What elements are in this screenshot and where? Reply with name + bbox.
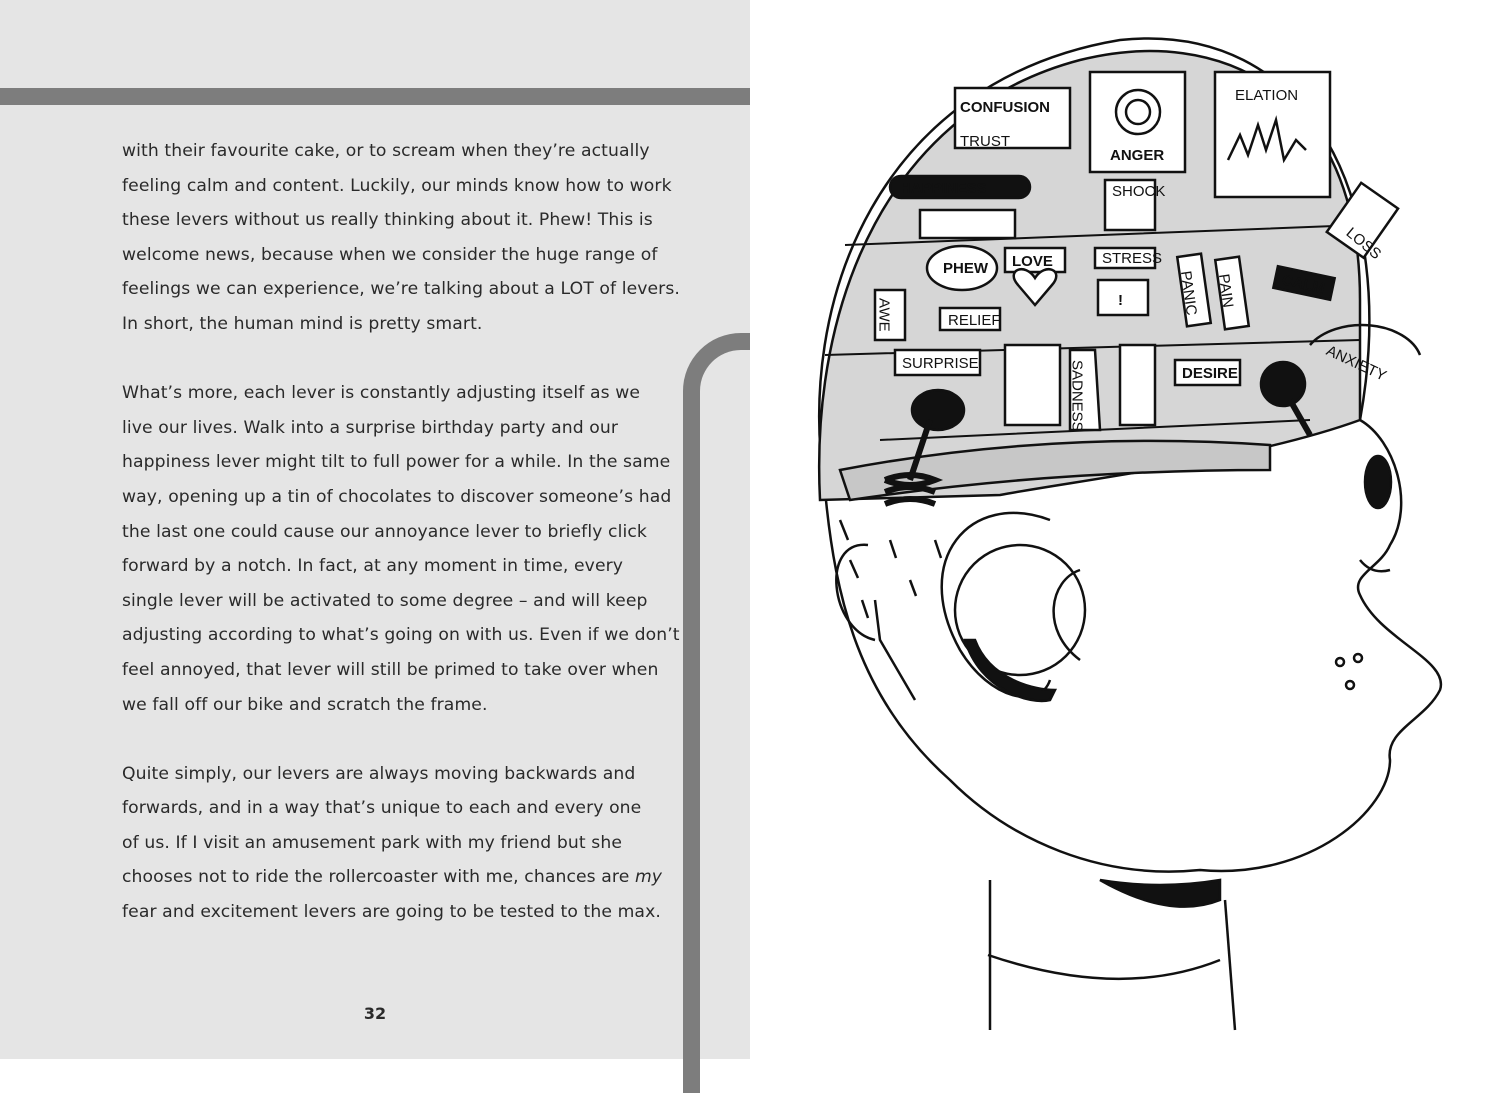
text-line (122, 860, 663, 895)
text-line: happiness lever might tilt to full power for a while. In the same (122, 452, 671, 473)
text-line: feel annoyed, that lever will still be primed to take over when (122, 659, 659, 680)
left-page (0, 0, 750, 1059)
neck-line (1225, 900, 1235, 1030)
page-number: 32 (363, 1004, 387, 1023)
label-stress: STRESS (1102, 250, 1163, 267)
eye (1365, 456, 1391, 508)
collar-shadow (1100, 880, 1220, 907)
emphasis-word: my (634, 867, 663, 888)
freckle (1336, 658, 1344, 666)
label-sadness: SADNESS (1068, 360, 1086, 432)
collar-line (988, 955, 1220, 979)
label-trust: TRUST (960, 133, 1010, 150)
text-line: fear and excitement levers are going to be tested to the max. (122, 902, 661, 923)
freckle (1354, 654, 1362, 662)
text-line: single lever will be activated to some degree – and will keep (122, 590, 648, 611)
label-calm: CALM (1280, 271, 1327, 298)
joystick-knob (912, 390, 964, 430)
text-line: forward by a notch. In fact, at any moment in time, every (122, 556, 624, 577)
text-line: way, opening up a tin of chocolates to discover someone’s had (122, 486, 672, 507)
label-anxiety: ANXIETY (1323, 342, 1389, 385)
label-shock: SHOCK (1112, 183, 1166, 200)
label-happiness: HAPPINESS (900, 180, 987, 197)
text-line: the last one could cause our annoyance lever to briefly click (122, 521, 647, 542)
text-line: feelings we can experience, we’re talking about a LOT of levers. (122, 279, 680, 300)
alert-box (1098, 280, 1148, 315)
text-line: these levers without us really thinking about it. Phew! This is (122, 210, 653, 231)
text-line: welcome news, because when we consider the huge range of (122, 244, 658, 265)
label-awe: AWE (875, 298, 893, 332)
label-relief: RELIEF (948, 312, 1001, 329)
text-line: adjusting according to what’s going on with us. Even if we don’t (122, 625, 680, 646)
label-phew: PHEW (943, 260, 988, 277)
text-line: forwards, and in a way that’s unique to each and every one (122, 798, 642, 819)
text-line: live our lives. Walk into a surprise birthday party and our (122, 417, 619, 438)
freckle (1346, 681, 1354, 689)
label-elation: ELATION (1235, 87, 1299, 104)
label-desire: DESIRE (1182, 365, 1238, 382)
text-line: with their favourite cake, or to scream when they’re actually (122, 141, 650, 161)
text-line: What’s more, each lever is constantly adjusting itself as we (122, 383, 641, 404)
panel-cabinet (1120, 345, 1155, 425)
joystick-knob (1261, 362, 1305, 406)
paragraph-3 (122, 757, 663, 930)
text-line: Quite simply, our levers are always moving backwards and (122, 763, 636, 784)
label-love: LOVE (1012, 253, 1053, 270)
paragraph-1 (122, 134, 680, 342)
header-bar (0, 88, 750, 105)
label-anger: ANGER (1110, 147, 1165, 164)
text-segment: chooses not to ride the rollercoaster with me, chances are (122, 867, 635, 888)
head-control-panel-illustration (750, 0, 1500, 1059)
label-surprise: SURPRISE (902, 355, 979, 372)
body-text (122, 134, 680, 964)
paragraph-2 (122, 376, 680, 722)
text-line: we fall off our bike and scratch the frame. (122, 694, 488, 715)
panel-cabinet (1005, 345, 1060, 425)
label-panic: PANIC (1176, 269, 1200, 317)
label-confusion: CONFUSION (960, 99, 1050, 116)
label-pain: PAIN (1214, 272, 1237, 309)
device-cable (875, 600, 915, 700)
text-line: In short, the human mind is pretty smart. (122, 313, 483, 334)
happiness-grid (920, 210, 1015, 238)
text-line: of us. If I visit an amusement park with my friend but she (122, 832, 622, 853)
text-line: feeling calm and content. Luckily, our minds know how to work (122, 175, 672, 196)
label-loss: LOSS (1342, 224, 1385, 263)
label-alert: ! (1118, 292, 1123, 309)
